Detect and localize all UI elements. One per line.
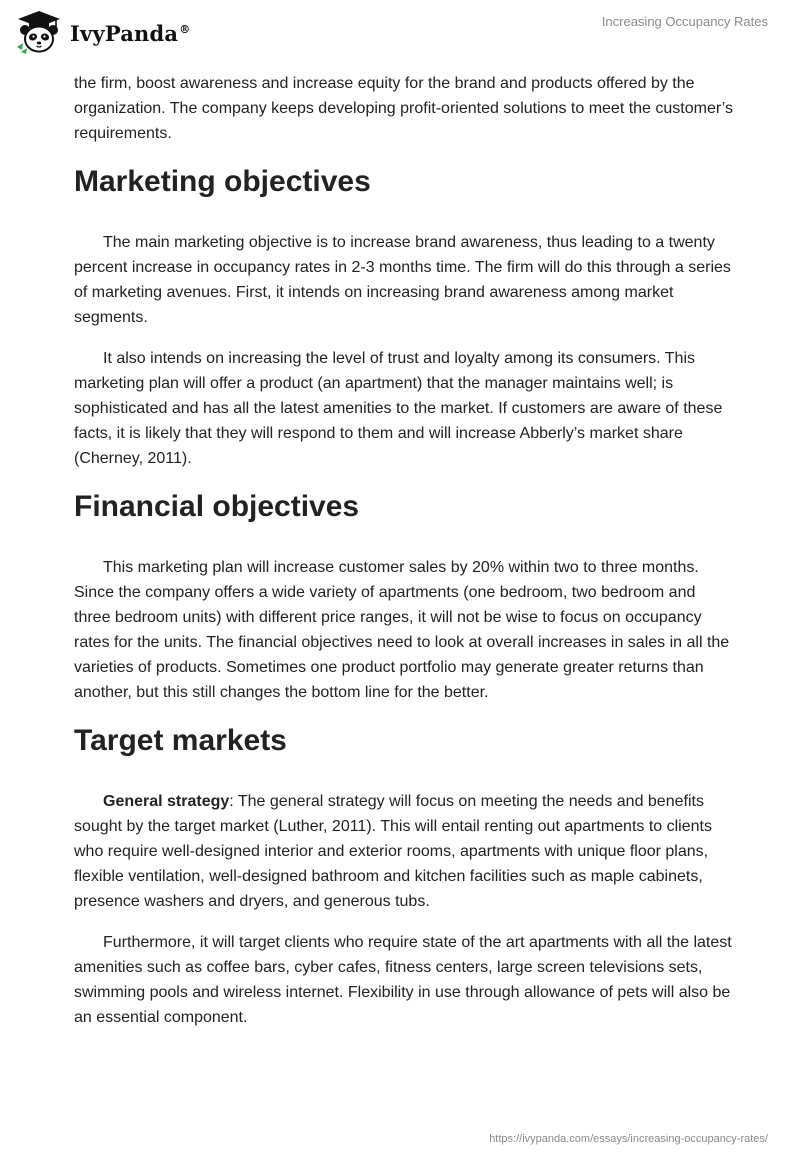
paragraph: The main marketing objective is to increase brand awareness, thus leading to a twenty percent increase in occupancy rates in 2-3 months time. The firm will do this through a series of marketing avenues. First, it intends on increasing brand awareness among market segments. xyxy=(74,234,731,326)
general-strategy-text: : The general strategy will focus on meeting the needs and benefits sought by the target market (Luther, 2011). This will entail renting out apartments to clients who require well-designed interior and exterior rooms, apartments with unique floor plans, flexible ventilation, well-designed bathroom and kitchen facilities such as maple cabinets, presence washers and dryers, and generous tubs. xyxy=(74,793,712,910)
ivypanda-logo[interactable] xyxy=(14,9,190,55)
registered-mark: ® xyxy=(179,22,191,36)
document-title: Increasing Occupancy Rates xyxy=(601,14,768,29)
intro-paragraph: the firm, boost awareness and increase equity for the brand and products offered by the organization. The company keeps developing profit-oriented solutions to meet the customer’s requirements. xyxy=(74,75,734,142)
paragraph: Furthermore, it will target clients who require state of the art apartments with all the latest amenities such as coffee bars, cyber cafes, fitness centers, large screen televisions sets, swimming pools and wireless internet. Flexibility in use through allowance of pets will also be an essential component. xyxy=(74,934,732,1026)
source-url[interactable]: https://ivypanda.com/essays/increasing-occupancy-rates/ xyxy=(489,1133,768,1145)
section-heading-target-markets: Target markets xyxy=(74,724,287,757)
paragraph: This marketing plan will increase customer sales by 20% within two to three months. Since the company offers a wide variety of apartments (one bedroom, two bedroom and three bedroom units) with different price ranges, it will not be wise to focus on occupancy rates for the units. The financial objectives need to look at overall increases in sales in all the varieties of products. Sometimes one product portfolio may generate greater returns than another, but this still changes the bottom line for the better. xyxy=(74,559,730,701)
general-strategy-label: General strategy xyxy=(103,793,230,810)
panda-graduate-icon xyxy=(14,9,64,55)
essay-body xyxy=(74,71,734,1046)
section-heading-marketing-objectives: Marketing objectives xyxy=(74,165,371,198)
section-heading-financial-objectives: Financial objectives xyxy=(74,490,360,523)
general-strategy-paragraph xyxy=(74,789,734,914)
paragraph: It also intends on increasing the level of trust and loyalty among its consumers. This marketing plan will offer a product (an apartment) that the manager maintains well; is sophisticated and has all the latest amenities to the market. If customers are aware of these facts, it is likely that they will respond to them and will increase Abberly’s market share (Cherney, 2011). xyxy=(74,350,723,467)
brand-name: IvyPanda® xyxy=(70,20,191,46)
page-header xyxy=(0,0,800,64)
